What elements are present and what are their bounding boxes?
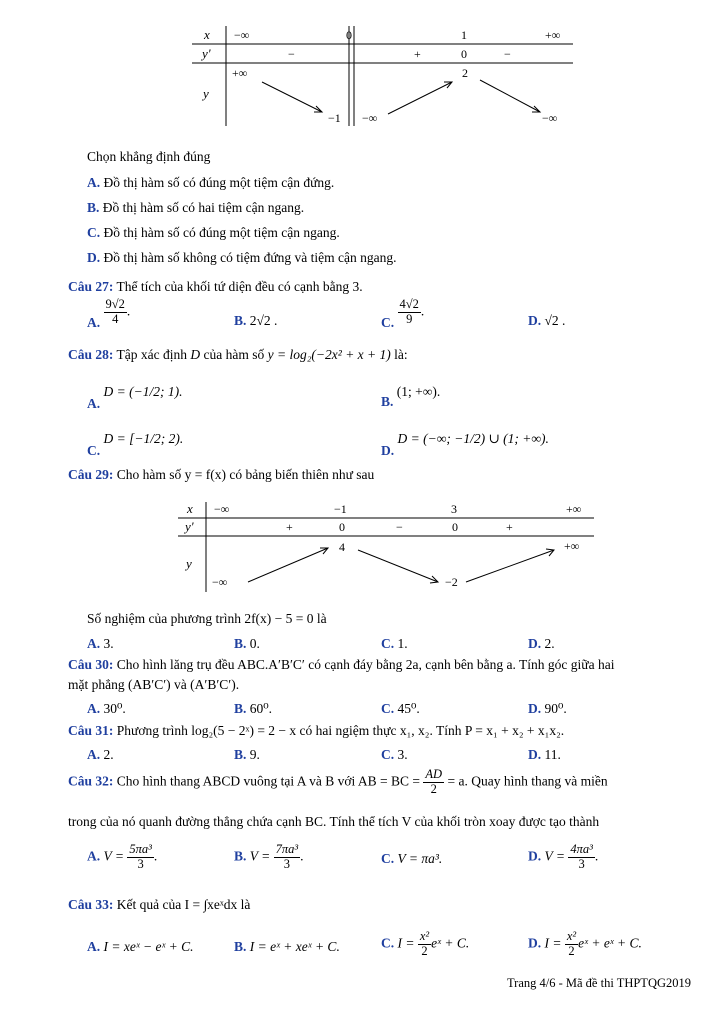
t2-x-3: +∞ xyxy=(566,502,582,516)
t2-y-label: y xyxy=(186,556,192,571)
t1-y-0: +∞ xyxy=(232,66,248,80)
q28-option-b[interactable]: B. (1; +∞). xyxy=(381,384,441,409)
t2-yp-0: + xyxy=(286,520,293,534)
t2-yp-1: 0 xyxy=(339,520,345,534)
t1-yp-2: 0 xyxy=(461,47,467,61)
q27-option-d[interactable]: D. √2 . xyxy=(528,313,566,328)
q33-stem: Câu 33: Kết quả của I = ∫xeˣdx là xyxy=(68,897,251,912)
q26-option-b[interactable]: B. Đồ thị hàm số có hai tiệm cận ngang. xyxy=(87,200,305,215)
q28-option-a[interactable]: A. D = (−1/2; 1). xyxy=(87,384,183,411)
t1-y-4: −∞ xyxy=(542,111,558,125)
q33-option-a[interactable]: A. I = xeˣ − eˣ + C. xyxy=(87,939,194,954)
q31-option-c[interactable]: C. 3. xyxy=(381,747,408,762)
q33-option-d[interactable]: D. I = $\frac{\text{x²}}{2}$ eˣ + eˣ + C. xyxy=(528,929,642,958)
q28-option-d[interactable]: D. D = (−∞; −1/2) ∪ (1; +∞). xyxy=(381,431,549,458)
variation-table-1 xyxy=(190,22,575,130)
q33-option-c[interactable]: C. I = $\frac{\text{x²}}{2}$ eˣ + C. xyxy=(381,929,470,958)
q26-option-a[interactable]: A. Đồ thị hàm số có đúng một tiệm cận đứng. xyxy=(87,175,335,190)
q29-option-b[interactable]: B. 0. xyxy=(234,636,260,651)
q27-option-c[interactable]: C. $\frac{4√2}{9}$ . xyxy=(381,297,425,331)
t2-yp-label: y' xyxy=(185,519,194,534)
variation-table-2 xyxy=(176,498,596,594)
q32-option-a[interactable]: A. V = $\frac{\text{5πa³}}{3}$ . xyxy=(87,842,158,871)
t1-x-label: x xyxy=(204,27,210,42)
q31-stem: Câu 31: Phương trình log₂(5 − 2ˣ) = 2 − x có hai ngiệm thực x₁, x₂. Tính P = x₁ + x₂ + x₁x₂. xyxy=(68,723,565,738)
t1-x-3: +∞ xyxy=(545,28,561,42)
t2-y-2: −2 xyxy=(445,575,458,589)
t2-y-3: +∞ xyxy=(564,539,580,553)
q30-option-a[interactable]: A. 30⁰. xyxy=(87,701,126,716)
t2-x-2: 3 xyxy=(451,502,457,516)
q30-option-d[interactable]: D. 90⁰. xyxy=(528,701,567,716)
q31-option-d[interactable]: D. 11. xyxy=(528,747,561,762)
q26-option-d[interactable]: D. Đồ thị hàm số không có tiệm đứng và tiệm cận ngang. xyxy=(87,250,397,265)
t1-x-1: 0 xyxy=(346,28,352,42)
q32-option-d[interactable]: D. V = $\frac{\text{4πa³}}{3}$ . xyxy=(528,842,599,871)
q30-option-c[interactable]: C. 45⁰. xyxy=(381,701,420,716)
q32-option-c[interactable]: C. V = πa³. xyxy=(381,851,443,866)
t1-y-2: −∞ xyxy=(362,111,378,125)
q29-option-d[interactable]: D. 2. xyxy=(528,636,555,651)
q28-option-c[interactable]: C. D = [−1/2; 2). xyxy=(87,431,184,458)
t1-yp-1: + xyxy=(414,47,421,61)
t1-yp-3: − xyxy=(504,47,511,61)
t2-x-1: −1 xyxy=(334,502,347,516)
t1-x-0: −∞ xyxy=(234,28,250,42)
q28-stem: Câu 28: Tập xác định D của hàm số y = log₂(−2x² + x + 1) là: xyxy=(68,347,408,362)
q27-stem: Câu 27: Thể tích của khối tứ diện đều có cạnh bằng 3. xyxy=(68,279,363,294)
t2-x-0: −∞ xyxy=(214,502,230,516)
t1-x-2: 1 xyxy=(461,28,467,42)
t1-yp-label: y' xyxy=(202,46,211,61)
q26-option-c[interactable]: C. Đồ thị hàm số có đúng một tiệm cận ngang. xyxy=(87,225,340,240)
q29-prompt: Số nghiệm của phương trình 2f(x) − 5 = 0 là xyxy=(87,611,327,626)
t1-yp-0: − xyxy=(288,47,295,61)
q33-option-b[interactable]: B. I = eˣ + xeˣ + C. xyxy=(234,939,340,954)
q30-option-b[interactable]: B. 60⁰. xyxy=(234,701,273,716)
q31-option-b[interactable]: B. 9. xyxy=(234,747,260,762)
t2-y-0: −∞ xyxy=(212,575,228,589)
q32-option-b[interactable]: B. V = $\frac{\text{7πa³}}{3}$ . xyxy=(234,842,304,871)
t2-yp-4: + xyxy=(506,520,513,534)
page-footer: Trang 4/6 - Mã đề thi THPTQG2019 xyxy=(506,976,691,990)
t1-y-3: 2 xyxy=(462,66,468,80)
q29-stem: Câu 29: Cho hàm số y = f(x) có bảng biến thiên như sau xyxy=(68,467,375,482)
t2-yp-3: 0 xyxy=(452,520,458,534)
q31-option-a[interactable]: A. 2. xyxy=(87,747,114,762)
q30-stem-line2: mặt phẳng (AB′C′) và (A′B′C′). xyxy=(68,677,240,692)
t2-x-label: x xyxy=(187,501,193,516)
q29-option-c[interactable]: C. 1. xyxy=(381,636,408,651)
q26-prompt: Chọn khẳng định đúng xyxy=(87,149,211,164)
q32-stem-line1: Câu 32: Cho hình thang ABCD vuông tại A và B với AB = BC = $\frac{AD}{2}$ = a. Quay hình thang và miền xyxy=(68,767,608,796)
q27-option-b[interactable]: B. 2√2 . xyxy=(234,313,278,328)
q32-stem-line2: trong của nó quanh đường thẳng chứa cạnh BC. Tính thể tích V của khối tròn xoay được tạo thành xyxy=(68,814,600,829)
t1-y-label: y xyxy=(203,86,209,101)
q30-stem-line1: Câu 30: Cho hình lăng trụ đều ABC.A′B′C′ có cạnh đáy bằng 2a, cạnh bên bằng a. Tính góc giữa hai xyxy=(68,657,615,672)
t2-y-1: 4 xyxy=(339,540,345,554)
t2-yp-2: − xyxy=(396,520,403,534)
q29-option-a[interactable]: A. 3. xyxy=(87,636,114,651)
t1-y-1: −1 xyxy=(328,111,341,125)
q27-option-a[interactable]: A. $\frac{9√2}{4}$ . xyxy=(87,297,131,331)
